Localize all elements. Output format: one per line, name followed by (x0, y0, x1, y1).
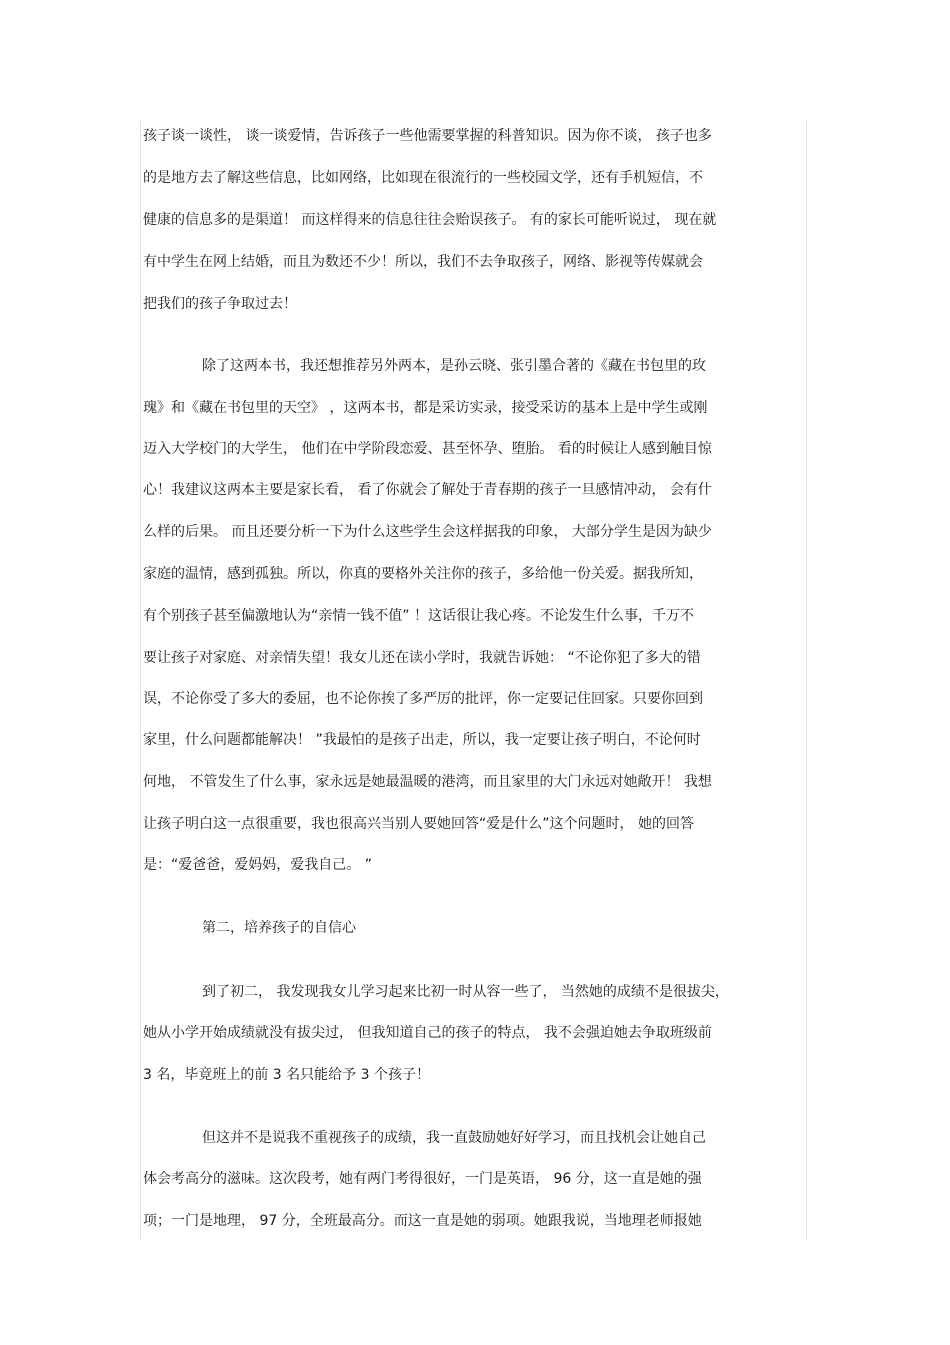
text-line: 把我们的孩子争取过去！ (143, 296, 297, 312)
text-line: 3 名，毕竟班上的前 3 名只能给予 3 个孩子！ (143, 1067, 430, 1083)
text-line: 的是地方去了解这些信息，比如网络，比如现在很流行的一些校园文学，还有手机短信，不 (143, 170, 703, 186)
text-line: 项；一门是地理， 97 分，全班最高分。而这一直是她的弱项。她跟我说，当地理老师报她 (143, 1213, 702, 1229)
text-line: 要让孩子对家庭、对亲情失望！我女儿还在读小学时，我就告诉她： “不论你犯了多大的错 (143, 650, 701, 666)
text-line: 健康的信息多的是渠道！ 而这样得来的信息往往会贻误孩子。 有的家长可能听说过， 现在就 (143, 212, 717, 228)
text-line: 有中学生在网上结婚，而且为数还不少！所以，我们不去争取孩子，网络、影视等传媒就会 (143, 254, 703, 270)
text-line: 是：“爱爸爸，爱妈妈，爱我自己。 ” (143, 857, 372, 873)
text-line: 误，不论你受了多大的委屈，也不论你挨了多严厉的批评，你一定要记住回家。只要你回到 (143, 691, 703, 707)
text-line: 孩子谈一谈性， 谈一谈爱情，告诉孩子一些他需要掌握的科普知识。因为你不谈， 孩子也多 (143, 128, 712, 144)
text-line: 但这并不是说我不重视孩子的成绩，我一直鼓励她好好学习，而且找机会让她自己 (202, 1130, 706, 1146)
text-line: 么样的后果。 而且还要分析一下为什么这些学生会这样据我的印象， 大部分学生是因为缺少 (143, 524, 712, 540)
text-line: 瑰》和《藏在书包里的天空》 ，这两本书，都是采访实录，接受采访的基本上是中学生或刚 (143, 400, 708, 416)
text-line: 到了初二， 我发现我女儿学习起来比初一时从容一些了， 当然她的成绩不是很拔尖， (202, 984, 729, 1000)
text-line: 家里，什么问题都能解决！ ”我最怕的是孩子出走，所以，我一定要让孩子明白，不论何时 (143, 732, 701, 748)
text-line: 心！我建议这两本主要是家长看， 看了你就会了解处于青春期的孩子一旦感情冲动， 会有什 (143, 482, 712, 498)
text-line: 让孩子明白这一点很重要，我也很高兴当别人要她回答“爱是什么”这个问题时， 她的回答 (143, 816, 694, 832)
section-heading: 第二，培养孩子的自信心 (202, 920, 356, 936)
text-line: 她从小学开始成绩就没有拔尖过， 但我知道自己的孩子的特点， 我不会强迫她去争取班级前 (143, 1025, 712, 1041)
text-line: 何地， 不管发生了什么事，家永远是她最温暖的港湾，而且家里的大门永远对她敞开！ 我想 (143, 774, 712, 790)
text-line: 除了这两本书，我还想推荐另外两本，是孙云晓、张引墨合著的《藏在书包里的玫 (202, 358, 706, 374)
text-line: 家庭的温情，感到孤独。所以，你真的要格外关注你的孩子，多给他一份关爱。据我所知， (143, 566, 703, 582)
text-line: 迈入大学校门的大学生， 他们在中学阶段恋爱、甚至怀孕、堕胎。 看的时候让人感到触目惊 (143, 441, 712, 457)
text-line: 体会考高分的滋味。这次段考，她有两门考得很好，一门是英语， 96 分，这一直是她的强 (143, 1171, 702, 1187)
text-line: 有个别孩子甚至偏激地认为“亲情一钱不值” ！这话很让我心疼。不论发生什么事，千万不 (143, 608, 694, 624)
